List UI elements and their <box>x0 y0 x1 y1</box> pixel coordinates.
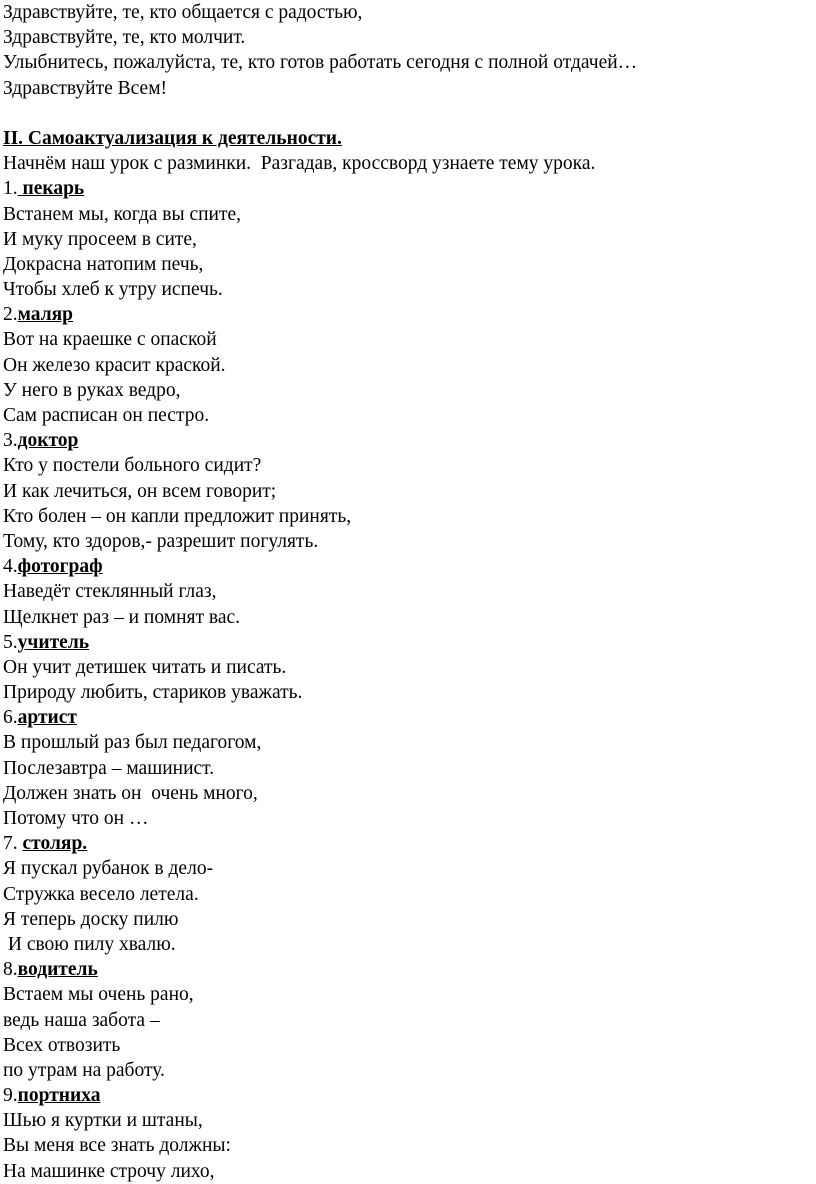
riddle-line: Стружка весело летела. <box>3 883 199 905</box>
riddle-item <box>3 176 816 302</box>
riddle-line: Встанем мы, когда вы спите, <box>3 203 242 225</box>
riddle-line: Шью я куртки и штаны, <box>3 1110 203 1132</box>
riddle-number: 3. <box>3 430 18 452</box>
riddle-line: На машинке строчу лихо, <box>3 1160 215 1182</box>
riddle-item <box>3 630 816 706</box>
riddle-item <box>3 705 816 831</box>
riddle-line: Всех отвозить <box>3 1034 121 1056</box>
riddle-answer: фотограф <box>17 556 103 578</box>
riddle-line: Потому что он … <box>3 808 149 829</box>
riddle-answer: маляр <box>17 304 74 326</box>
section-heading: II. Самоактуализация к деятельности. <box>3 127 342 149</box>
riddle-line: Докрасна натопим печь, <box>3 253 204 275</box>
riddle-line: Сам расписан он пестро. <box>3 405 210 426</box>
riddle-line: Кто болен – он капли предложит принять, <box>3 505 352 527</box>
riddle-line: Я пускал рубанок в дело- <box>3 858 214 880</box>
riddle-number: 2. <box>3 304 18 326</box>
riddle-line: Должен знать он очень много, <box>3 782 258 804</box>
riddle-heading <box>3 428 816 453</box>
riddle-line: Он учит детишек читать и писать. <box>3 656 287 678</box>
riddle-line: Наведёт стеклянный глаз, <box>3 581 217 603</box>
riddle-heading <box>3 630 816 655</box>
riddle-item <box>3 831 816 957</box>
riddle-heading <box>3 1083 816 1108</box>
riddle-item <box>3 554 816 630</box>
riddle-number: 5. <box>3 631 18 653</box>
riddle-heading <box>3 831 816 856</box>
greeting-block <box>3 0 816 101</box>
riddle-answer: столяр. <box>22 833 88 855</box>
riddle-list <box>3 176 816 1184</box>
riddle-line: И муку просеем в сите, <box>3 228 197 250</box>
riddle-answer: пекарь <box>17 178 85 200</box>
riddle-line: В прошлый раз был педагогом, <box>3 732 262 754</box>
riddle-item <box>3 302 816 428</box>
riddle-line: И свою пилу хвалю. <box>3 933 176 955</box>
riddle-line: Вы меня все знать должны: <box>3 1135 231 1157</box>
greeting-line: Здравствуйте, те, кто общается с радостью, <box>3 2 363 23</box>
riddle-answer: портниха <box>17 1085 101 1107</box>
riddle-line: Вот на краешке с опаской <box>3 329 217 351</box>
riddle-line: Чтобы хлеб к утру испечь. <box>3 279 223 301</box>
riddle-item <box>3 1083 816 1184</box>
riddle-item <box>3 428 816 554</box>
riddle-number: 1. <box>3 178 18 200</box>
riddle-line: Кто у постели больного сидит? <box>3 455 262 477</box>
riddle-line: ведь наша забота – <box>3 1009 160 1031</box>
riddle-line: Природу любить, стариков уважать. <box>3 682 303 704</box>
riddle-heading <box>3 705 816 730</box>
riddle-line: Тому, кто здоров,- разрешит погулять. <box>3 530 319 552</box>
riddle-number: 6. <box>3 707 18 729</box>
riddle-line: Я теперь доску пилю <box>3 908 179 930</box>
greeting-line: Здравствуйте, те, кто молчит. <box>3 27 246 49</box>
riddle-line: по утрам на работу. <box>3 1059 165 1081</box>
riddle-heading <box>3 302 816 327</box>
riddle-number: 4. <box>3 556 18 578</box>
greeting-line: Улыбнитесь, пожалуйста, те, кто готов работать сегодня с полной отдачей… <box>3 52 638 74</box>
riddle-line: Послезавтра – машинист. <box>3 757 215 779</box>
riddle-heading <box>3 957 816 982</box>
riddle-number: 7. <box>3 833 23 855</box>
riddle-number: 8. <box>3 959 18 981</box>
riddle-line: И как лечиться, он всем говорит; <box>3 480 277 502</box>
riddle-line: Щелкнет раз – и помнят вас. <box>3 606 241 628</box>
greeting-line: Здравствуйте Всем! <box>3 77 168 99</box>
riddle-heading <box>3 176 816 201</box>
riddle-answer: доктор <box>17 430 79 452</box>
riddle-number: 9. <box>3 1085 18 1107</box>
section-intro: Начнём наш урок с разминки. Разгадав, кроссворд узнаете тему урока. <box>3 153 596 175</box>
riddle-answer: артист <box>17 707 78 729</box>
riddle-item <box>3 957 816 1083</box>
riddle-heading <box>3 554 816 579</box>
riddle-answer: водитель <box>17 959 98 981</box>
riddle-answer: учитель <box>17 631 90 653</box>
riddle-line: Встаем мы очень рано, <box>3 984 194 1006</box>
riddle-line: Он железо красит краской. <box>3 354 226 376</box>
riddle-line: У него в руках ведро, <box>3 379 181 401</box>
spacer <box>3 101 816 126</box>
